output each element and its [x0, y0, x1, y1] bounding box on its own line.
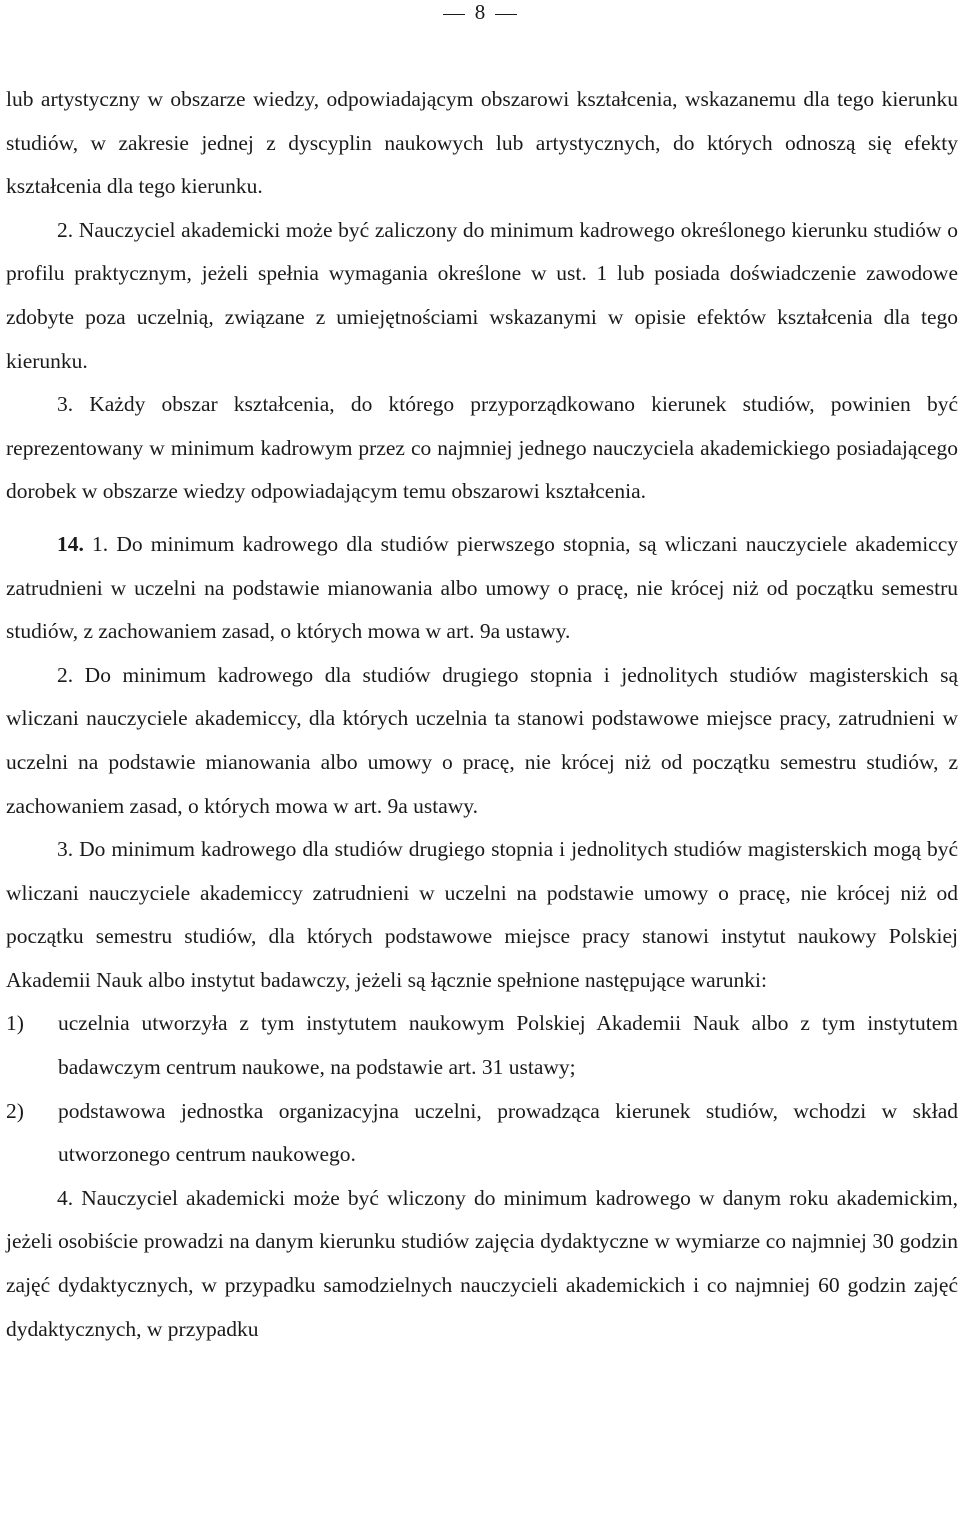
list-item [6, 1090, 958, 1177]
list-item-number: 1) [6, 1011, 24, 1036]
paragraph-point-3: 3. Każdy obszar kształcenia, do którego przyporządkowano kierunek studiów, powinien być reprezentowany w minimum kadrowym przez co najmniej jednego nauczyciela akademickiego posiadającego dorobek w obszarze wiedzy odpowiadającym temu obszarowi kształcenia. [6, 392, 958, 504]
paragraph-continuation: lub artystyczny w obszarze wiedzy, odpowiadającym obszarowi kształcenia, wskazanemu dla tego kierunku studiów, w zakresie jednej z dyscyplin naukowych lub artystycznych, do których odnoszą się efekty kształcenia dla tego kierunku. [6, 87, 958, 199]
list-item [6, 1002, 958, 1089]
header-dash-right [495, 14, 517, 15]
list-item-number: 2) [6, 1098, 24, 1123]
page-header [0, 0, 960, 24]
section-14-point-1-text: 1. Do minimum kadrowego dla studiów pierwszego stopnia, są wliczani nauczyciele akademiccy zatrudnieni w uczelni na podstawie mianowania albo umowy o pracę, nie krócej niż od początku semestru studiów, z zachowaniem zasad, o których mowa w art. 9a ustawy. [6, 531, 958, 644]
section-14-paragraph-4: 4. Nauczyciel akademicki może być wliczony do minimum kadrowego w danym roku akademickim, jeżeli osobiście prowadzi na danym kierunku studiów zajęcia dydaktyczne w wymiarze co najmniej 30 godzin zajęć dydaktycznych, w przypadku samodzielnych nauczycieli akademickich i co najmniej 60 godzin zajęć dydaktycznych, w przypadku [6, 1185, 958, 1341]
section-14-paragraph-3: 3. Do minimum kadrowego dla studiów drugiego stopnia i jednolitych studiów magisterskich mogą być wliczani nauczyciele akademiccy zatrudnieni w uczelni na podstawie umowy o pracę, nie krócej niż od początku semestru studiów, dla których podstawowe miejsce pracy stanowi instytut naukowy Polskiej Akademii Nauk albo instytut badawczy, jeżeli są łącznie spełnione następujące warunki: [6, 837, 958, 992]
list-item-text: podstawowa jednostka organizacyjna uczelni, prowadząca kierunek studiów, wchodzi w skład utworzonego centrum naukowego. [58, 1098, 958, 1167]
header-dash-left [443, 14, 465, 15]
section-14-paragraph-2: 2. Do minimum kadrowego dla studiów drugiego stopnia i jednolitych studiów magisterskich są wliczani nauczyciele akademiccy, dla których uczelnia ta stanowi podstawowe miejsce pracy, zatrudnieni w uczelni na podstawie mianowania albo umowy o pracę, nie krócej niż od początku semestru studiów, z zachowaniem zasad, o których mowa w art. 9a ustawy. [6, 662, 958, 818]
paragraph-point-2: 2. Nauczyciel akademicki może być zaliczony do minimum kadrowego określonego kierunku studiów o profilu praktycznym, jeżeli spełnia wymagania określone w ust. 1 lub posiada doświadczenie zawodowe zdobyte poza uczelnią, związane z umiejętnościami wskazanymi w opisie efektów kształcenia dla tego kierunku. [6, 217, 958, 373]
section-14-paragraph-1 [6, 523, 958, 654]
page-number: 8 [474, 0, 486, 24]
list-item-text: uczelnia utworzyła z tym instytutem naukowym Polskiej Akademii Nauk albo z tym instytutem badawczym centrum naukowe, na podstawie art. 31 ustawy; [58, 1011, 958, 1080]
section-number: 14. [57, 531, 84, 556]
document-body [6, 78, 958, 1351]
